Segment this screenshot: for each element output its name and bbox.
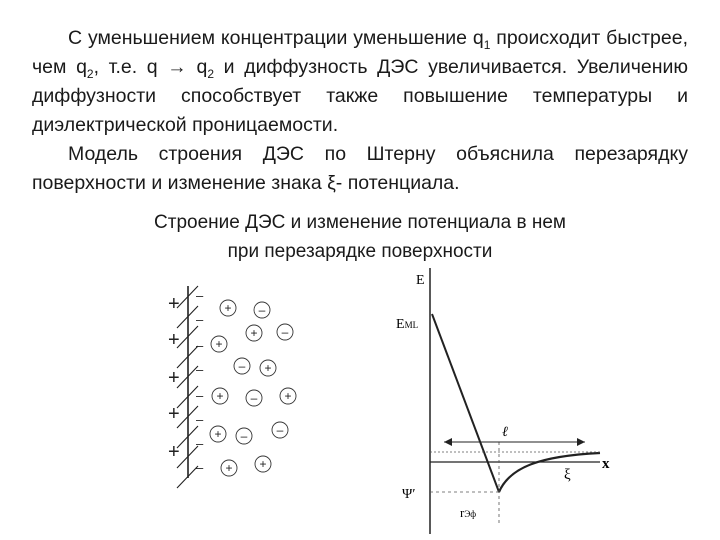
e-ml-label: EML: [396, 317, 419, 332]
adsorbed-minus-8: –: [196, 460, 204, 475]
psi-label: Ψ′: [402, 487, 416, 502]
ion-plus: +: [224, 301, 232, 315]
caption-line-2: при перезарядке поверхности: [227, 241, 493, 262]
ion-plus: +: [225, 461, 233, 475]
adsorbed-minus-5: –: [196, 388, 204, 403]
adsorbed-counter-ions: [196, 288, 204, 475]
ell-label: ℓ: [502, 425, 508, 440]
surface-plus-3: +: [168, 367, 180, 389]
p1-text-2: происходит быстрее, чем q: [32, 27, 688, 78]
ion-minus: –: [238, 359, 246, 373]
xi-label: ξ: [564, 467, 571, 483]
adsorbed-minus-1: –: [196, 288, 204, 303]
adsorbed-minus-6: –: [196, 412, 204, 427]
p1-text-1: С уменьшением концентрации уменьшение q: [68, 27, 484, 49]
ion-minus: –: [240, 429, 248, 443]
p1-sub-2: 2: [86, 66, 94, 81]
p1-sub-3: 2: [207, 66, 214, 81]
figure-caption: [0, 208, 720, 266]
diffuse-ion-signs: [214, 301, 291, 475]
paragraph-2: [32, 140, 688, 198]
ion-plus: +: [284, 389, 292, 403]
ion-plus: +: [216, 389, 224, 403]
surface-plus-5: +: [168, 441, 180, 463]
y-axis-label: E: [416, 273, 425, 288]
ion-minus: –: [276, 423, 284, 437]
caption-line-1: Строение ДЭС и изменение потенциала в нем: [154, 212, 566, 233]
p1-text-3: , т.е. q → q: [93, 56, 208, 78]
paragraph-1: [32, 24, 688, 140]
ell-arrow-right-head: [577, 438, 585, 446]
surface-plus-1: +: [168, 293, 180, 315]
p1-sub-1: 1: [483, 37, 491, 52]
diffuse-potential-curve: [499, 453, 600, 492]
adsorbed-minus-7: –: [196, 436, 204, 451]
stern-potential-line: [432, 314, 499, 492]
ion-minus: –: [258, 303, 266, 317]
ion-plus: +: [215, 337, 223, 351]
r-eff-label: rЭф: [460, 505, 477, 520]
ion-plus: +: [259, 457, 267, 471]
p2-text: Модель строения ДЭС по Штерну объяснила перезарядку поверхности и изменение знака ξ- потенциала.: [32, 143, 688, 194]
ell-arrow-left-head: [444, 438, 452, 446]
ion-plus: +: [264, 361, 272, 375]
adsorbed-minus-4: –: [196, 362, 204, 377]
p1-text-4: и диффузность ДЭС увеличивается. Увеличению диффузности способствует также повышение температуры и диэлектрической проницаемости.: [32, 56, 688, 136]
ion-plus: +: [214, 427, 222, 441]
adsorbed-minus-2: –: [196, 312, 204, 327]
potential-graph: [380, 262, 620, 537]
surface-plus-2: +: [168, 329, 180, 351]
ion-minus: –: [250, 391, 258, 405]
ion-plus: +: [250, 326, 258, 340]
surface-plus-4: +: [168, 403, 180, 425]
surface-charges: [168, 293, 180, 463]
adsorbed-minus-3: –: [196, 338, 204, 353]
ion-minus: –: [281, 325, 289, 339]
x-axis-label: x: [602, 456, 610, 472]
